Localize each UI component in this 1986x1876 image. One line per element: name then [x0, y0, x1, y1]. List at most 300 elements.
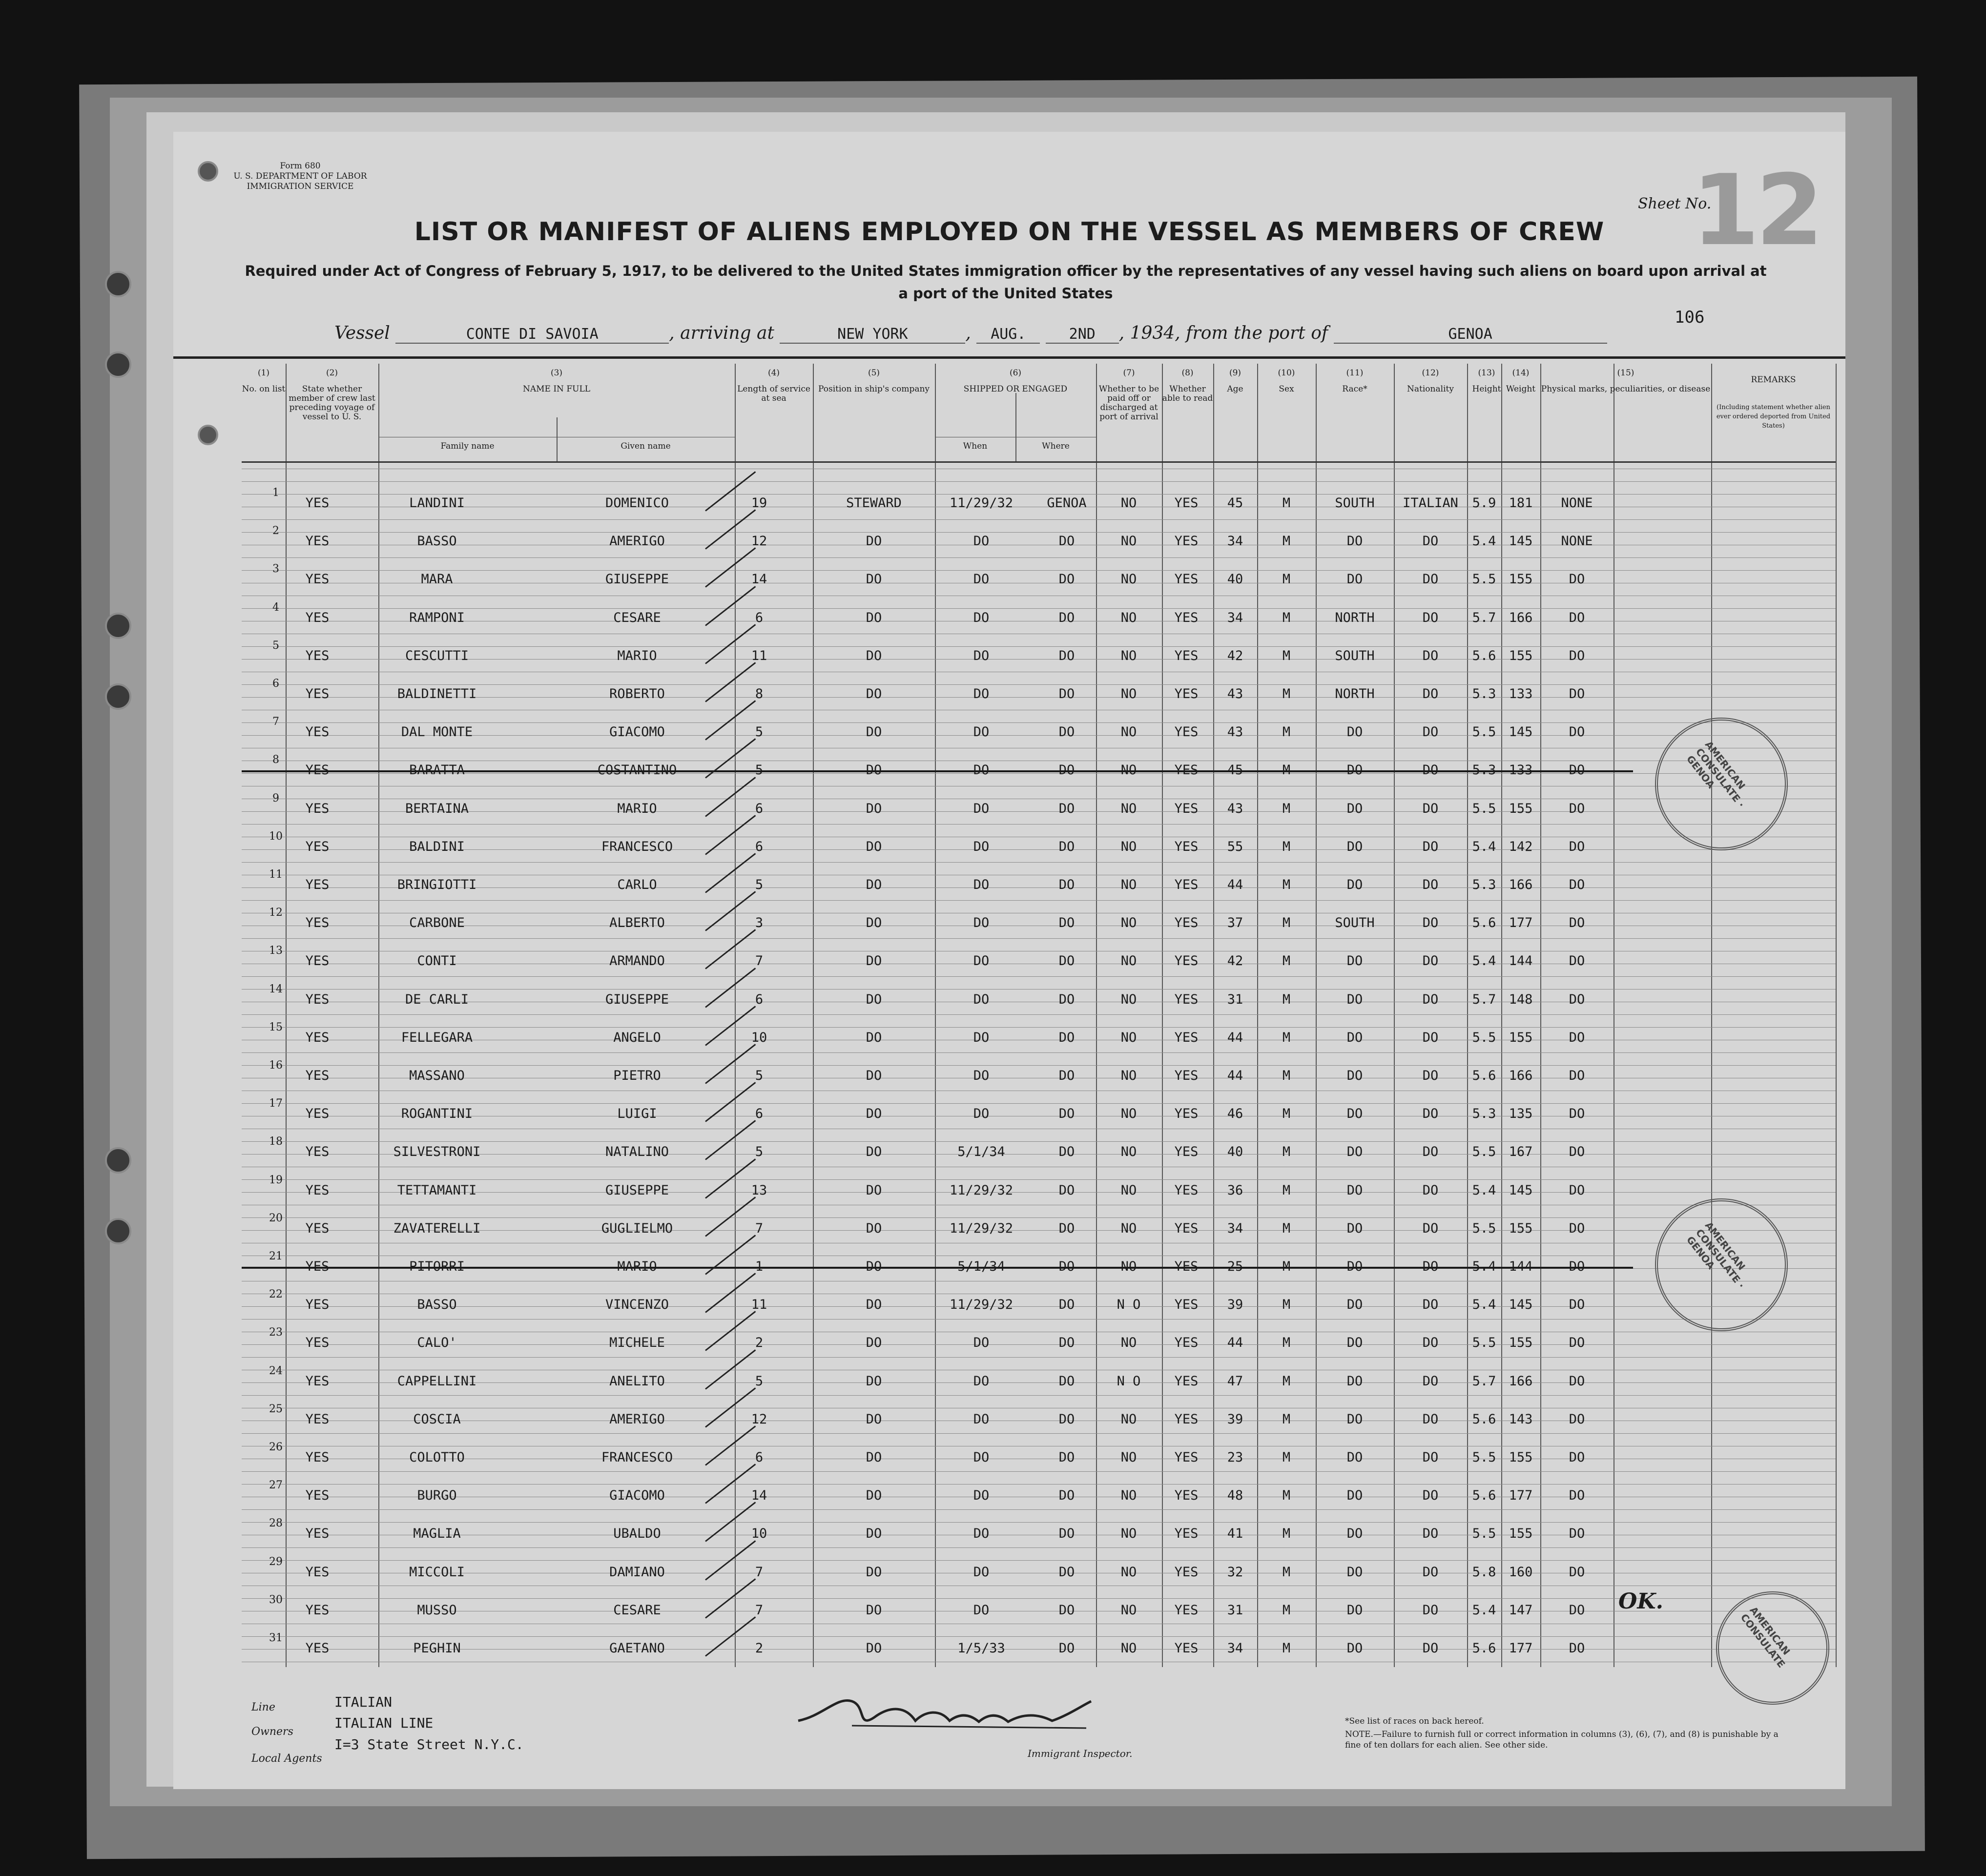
ruled-line — [242, 684, 1836, 685]
cell-paid: NO — [1120, 1220, 1137, 1236]
cell-paid: NO — [1120, 801, 1137, 816]
cell-sex: M — [1282, 1335, 1291, 1351]
cell-where: DO — [1058, 953, 1075, 969]
cell-prev: YES — [305, 534, 330, 549]
cell-no: 20 — [269, 1212, 283, 1224]
cell-given: LUIGI — [617, 1106, 657, 1122]
consulate-stamp: AMERICAN CONSULATE · GENOA — [1655, 718, 1788, 850]
cell-given: AMERIGO — [609, 534, 665, 549]
race-note: *See list of races on back hereof. — [1345, 1716, 1484, 1726]
cell-nationality: DO — [1422, 1335, 1439, 1351]
cell-sex: M — [1282, 953, 1291, 969]
cell-when: DO — [973, 953, 990, 969]
consulate-stamp: AMERICAN CONSULATE · GENOA — [1655, 1198, 1788, 1331]
cell-age: 23 — [1227, 1450, 1243, 1465]
cell-when: DO — [973, 1373, 990, 1389]
cell-service: 5 — [755, 1373, 764, 1389]
cell-given: GIACOMO — [609, 1488, 665, 1504]
cell-position: DO — [866, 1182, 882, 1198]
cell-age: 41 — [1227, 1526, 1243, 1542]
cell-service: 13 — [751, 1182, 767, 1198]
service-name: IMMIGRATION SERVICE — [247, 182, 354, 191]
cell-marks: NONE — [1561, 495, 1593, 511]
cell-weight: 144 — [1509, 1259, 1533, 1274]
department-name: U. S. DEPARTMENT OF LABOR — [233, 171, 367, 181]
cell-height: 5.4 — [1472, 1259, 1496, 1274]
ruled-line — [242, 1471, 1836, 1472]
cell-no: 23 — [269, 1326, 283, 1339]
cell-given: DOMENICO — [605, 495, 669, 511]
ruled-line — [242, 1598, 1836, 1599]
cell-height: 5.7 — [1472, 991, 1496, 1007]
cell-given: GUGLIELMO — [601, 1220, 673, 1236]
column-header — [1213, 369, 1257, 394]
cell-when: DO — [973, 572, 990, 587]
cell-given: CARLO — [617, 877, 657, 892]
cell-when: DO — [973, 915, 990, 931]
cell-sex: M — [1282, 1182, 1291, 1198]
cell-sex: M — [1282, 1488, 1291, 1504]
cell-position: DO — [866, 1641, 882, 1656]
cell-no: 14 — [269, 983, 283, 995]
column-label: Weight — [1506, 384, 1536, 394]
cell-race: DO — [1346, 763, 1363, 778]
cell-when: DO — [973, 1411, 990, 1427]
cell-race: SOUTH — [1335, 915, 1375, 931]
header-rule — [242, 461, 1836, 463]
cell-weight: 155 — [1509, 648, 1533, 663]
cell-when: 5/1/34 — [957, 1259, 1005, 1274]
cell-age: 44 — [1227, 877, 1243, 892]
cell-service: 7 — [755, 1602, 764, 1618]
cell-age: 34 — [1227, 1641, 1243, 1656]
ruled-line — [242, 481, 1836, 482]
cell-where: DO — [1058, 1602, 1075, 1618]
cell-family: TETTAMANTI — [397, 1182, 477, 1198]
cell-where: DO — [1058, 648, 1075, 663]
cell-nationality: DO — [1422, 1030, 1439, 1045]
cell-no: 22 — [269, 1288, 283, 1301]
ruled-line — [242, 519, 1836, 520]
cell-sex: M — [1282, 1411, 1291, 1427]
cell-position: DO — [866, 801, 882, 816]
cell-family: BASSO — [417, 534, 457, 549]
cell-nationality: DO — [1422, 1641, 1439, 1656]
cell-race: DO — [1346, 1526, 1363, 1542]
cell-read: YES — [1174, 1641, 1199, 1656]
cell-where: DO — [1058, 1068, 1075, 1083]
cell-race: DO — [1346, 1450, 1363, 1465]
cell-weight: 133 — [1509, 686, 1533, 701]
ruled-line — [242, 1357, 1836, 1358]
cell-no: 19 — [269, 1174, 283, 1186]
cell-age: 39 — [1227, 1411, 1243, 1427]
cell-service: 19 — [751, 495, 767, 511]
cell-read: YES — [1174, 991, 1199, 1007]
binder-hole — [105, 271, 131, 297]
cell-paid: NO — [1120, 1411, 1137, 1427]
cell-given: ANGELO — [613, 1030, 661, 1045]
cell-when: DO — [973, 1450, 990, 1465]
ruled-line — [242, 1522, 1836, 1523]
cell-weight: 166 — [1509, 877, 1533, 892]
cell-position: DO — [866, 1259, 882, 1274]
cell-height: 5.4 — [1472, 1602, 1496, 1618]
cell-when: 5/1/34 — [957, 1144, 1005, 1160]
cell-no: 24 — [269, 1364, 283, 1377]
cell-weight: 155 — [1509, 1030, 1533, 1045]
cell-no: 10 — [269, 830, 283, 843]
cell-read: YES — [1174, 495, 1199, 511]
cell-position: DO — [866, 648, 882, 663]
cell-age: 43 — [1227, 801, 1243, 816]
cell-marks: DO — [1569, 1182, 1585, 1198]
cell-given: GIUSEPPE — [605, 991, 669, 1007]
cell-nationality: DO — [1422, 686, 1439, 701]
cell-marks: DO — [1569, 1450, 1585, 1465]
cell-height: 5.5 — [1472, 1030, 1496, 1045]
cell-nationality: DO — [1422, 572, 1439, 587]
cell-sex: M — [1282, 763, 1291, 778]
cell-given: UBALDO — [613, 1526, 661, 1542]
cell-when: 11/29/32 — [949, 495, 1014, 511]
cell-weight: 148 — [1509, 991, 1533, 1007]
cell-position: DO — [866, 915, 882, 931]
cell-marks: DO — [1569, 1411, 1585, 1427]
cell-height: 5.9 — [1472, 495, 1496, 511]
binder-hole — [198, 425, 218, 445]
cell-weight: 181 — [1509, 495, 1533, 511]
cell-when: DO — [973, 1602, 990, 1618]
cell-age: 40 — [1227, 572, 1243, 587]
ruled-line — [242, 494, 1836, 495]
cell-no: 25 — [269, 1402, 283, 1415]
column-header — [1316, 369, 1394, 394]
cell-no: 29 — [269, 1555, 283, 1568]
cell-prev: YES — [305, 1106, 330, 1122]
cell-family: MICCOLI — [409, 1564, 465, 1580]
divider — [173, 356, 1845, 359]
cell-position: DO — [866, 724, 882, 740]
cell-no: 27 — [269, 1479, 283, 1492]
column-header — [1096, 369, 1162, 422]
cell-sex: M — [1282, 1602, 1291, 1618]
cell-race: DO — [1346, 572, 1363, 587]
cell-marks: DO — [1569, 1602, 1585, 1618]
cell-given: ANELITO — [609, 1373, 665, 1389]
cell-height: 5.5 — [1472, 572, 1496, 587]
cell-no: 3 — [272, 563, 279, 576]
form-header — [222, 161, 378, 192]
column-header — [1162, 369, 1213, 403]
cell-given: ALBERTO — [609, 915, 665, 931]
column-number: (5) — [868, 368, 880, 378]
ruled-line — [242, 1052, 1836, 1053]
cell-nationality: DO — [1422, 1564, 1439, 1580]
cell-age: 34 — [1227, 610, 1243, 625]
column-header — [1394, 369, 1467, 394]
cell-prev: YES — [305, 1564, 330, 1580]
cell-read: YES — [1174, 1030, 1199, 1045]
cell-race: DO — [1346, 839, 1363, 854]
cell-when: DO — [973, 763, 990, 778]
cell-race: DO — [1346, 724, 1363, 740]
cell-service: 11 — [751, 1297, 767, 1313]
cell-given: PIETRO — [613, 1068, 661, 1083]
cell-where: DO — [1058, 534, 1075, 549]
cell-paid: N O — [1117, 1297, 1141, 1313]
cell-service: 5 — [755, 1144, 764, 1160]
column-number: (10) — [1278, 368, 1295, 378]
cell-weight: 160 — [1509, 1564, 1533, 1580]
cell-age: 42 — [1227, 953, 1243, 969]
cell-family: SILVESTRONI — [393, 1144, 481, 1160]
cell-race: DO — [1346, 1106, 1363, 1122]
column-label: Age — [1227, 384, 1243, 394]
year-prefix: , 19 — [1118, 323, 1153, 343]
column-subheader: Given name — [621, 441, 671, 451]
cell-service: 12 — [751, 1411, 767, 1427]
cell-age: 44 — [1227, 1030, 1243, 1045]
cell-given: FRANCESCO — [601, 1450, 673, 1465]
ruled-line — [242, 1636, 1836, 1637]
cell-when: DO — [973, 1488, 990, 1504]
inspector-signature — [793, 1687, 1096, 1740]
cell-age: 31 — [1227, 1602, 1243, 1618]
cell-height: 5.7 — [1472, 610, 1496, 625]
cell-family: PEGHIN — [413, 1641, 461, 1656]
column-subheader: (Including statement whether alien ever ordered deported from United States) — [1716, 404, 1831, 430]
cell-prev: YES — [305, 686, 330, 701]
cell-family: BALDINI — [409, 839, 465, 854]
cell-height: 5.6 — [1472, 1411, 1496, 1427]
column-number: (1) — [257, 368, 270, 378]
cell-where: DO — [1058, 801, 1075, 816]
cell-where: DO — [1058, 1335, 1075, 1351]
cell-age: 55 — [1227, 839, 1243, 854]
cell-service: 5 — [755, 877, 764, 892]
ruled-line — [242, 1141, 1836, 1142]
cell-where: DO — [1058, 610, 1075, 625]
binder-hole — [105, 351, 131, 378]
cell-weight: 155 — [1509, 1450, 1533, 1465]
cell-paid: NO — [1120, 1450, 1137, 1465]
cell-service: 6 — [755, 991, 764, 1007]
cell-no: 5 — [272, 639, 279, 652]
column-header — [1711, 369, 1836, 385]
cell-given: CESARE — [613, 610, 661, 625]
cell-service: 6 — [755, 1106, 764, 1122]
cell-race: DO — [1346, 1373, 1363, 1389]
column-header — [935, 369, 1096, 394]
inspector-caption: Immigrant Inspector. — [1028, 1748, 1133, 1759]
cell-sex: M — [1282, 1526, 1291, 1542]
page-subtitle: Required under Act of Congress of February 5, 1917, to be delivered to the United States immigration officer by the representatives of any vessel having such aliens on board upon arrival at a port of the United States — [245, 263, 1767, 302]
cell-family: BURGO — [417, 1488, 457, 1504]
cell-where: GENOA — [1047, 495, 1087, 511]
sheet-number-label: Sheet No. — [1638, 195, 1712, 212]
cell-read: YES — [1174, 1602, 1199, 1618]
column-label: REMARKS — [1751, 375, 1796, 385]
cell-position: DO — [866, 1526, 882, 1542]
cell-race: DO — [1346, 1564, 1363, 1580]
cell-when: DO — [973, 1106, 990, 1122]
cell-marks: DO — [1569, 648, 1585, 663]
cell-race: DO — [1346, 1335, 1363, 1351]
cell-paid: NO — [1120, 877, 1137, 892]
cell-prev: YES — [305, 991, 330, 1007]
cell-where: DO — [1058, 1144, 1075, 1160]
cell-no: 18 — [269, 1135, 283, 1148]
cell-race: DO — [1346, 1259, 1363, 1274]
cell-marks: DO — [1569, 839, 1585, 854]
cell-marks: DO — [1569, 1488, 1585, 1504]
cell-height: 5.6 — [1472, 915, 1496, 931]
cell-height: 5.6 — [1472, 1068, 1496, 1083]
cell-when: 11/29/32 — [949, 1220, 1014, 1236]
cell-race: DO — [1346, 1220, 1363, 1236]
cell-age: 47 — [1227, 1373, 1243, 1389]
cell-nationality: DO — [1422, 991, 1439, 1007]
cell-no: 26 — [269, 1441, 283, 1453]
cell-sex: M — [1282, 1259, 1291, 1274]
binder-hole — [105, 613, 131, 639]
owners-label: Owners — [251, 1726, 293, 1738]
column-header — [735, 369, 813, 403]
ruled-line — [242, 1065, 1836, 1066]
cell-prev: YES — [305, 495, 330, 511]
cell-no: 1 — [272, 487, 279, 499]
arrival-day: 2ND — [1046, 326, 1119, 344]
cell-no: 21 — [269, 1250, 283, 1262]
cell-sex: M — [1282, 572, 1291, 587]
cell-paid: NO — [1120, 839, 1137, 854]
cell-paid: NO — [1120, 1526, 1137, 1542]
cell-nationality: DO — [1422, 648, 1439, 663]
cell-height: 5.5 — [1472, 1335, 1496, 1351]
cell-given: GIUSEPPE — [605, 1182, 669, 1198]
ruled-line — [242, 1509, 1836, 1510]
cell-sex: M — [1282, 1641, 1291, 1656]
cell-sex: M — [1282, 1450, 1291, 1465]
cell-height: 5.5 — [1472, 1450, 1496, 1465]
cell-position: DO — [866, 877, 882, 892]
cell-read: YES — [1174, 1450, 1199, 1465]
cell-no: 17 — [269, 1097, 283, 1110]
cell-age: 46 — [1227, 1106, 1243, 1122]
cell-nationality: ITALIAN — [1403, 495, 1458, 511]
cell-prev: YES — [305, 1411, 330, 1427]
cell-marks: DO — [1569, 1641, 1585, 1656]
cell-read: YES — [1174, 1220, 1199, 1236]
cell-when: DO — [973, 1335, 990, 1351]
ruled-line — [242, 1395, 1836, 1396]
penalty-note: NOTE.—Failure to furnish full or correct information in columns (3), (6), (7), and (8) is punishable by a fine of ten dollars for each alien. See other side. — [1345, 1730, 1779, 1750]
cell-nationality: DO — [1422, 1068, 1439, 1083]
cell-race: DO — [1346, 801, 1363, 816]
ruled-line — [242, 938, 1836, 939]
cell-service: 10 — [751, 1526, 767, 1542]
cell-paid: NO — [1120, 1564, 1137, 1580]
cell-marks: DO — [1569, 953, 1585, 969]
cell-race: DO — [1346, 1411, 1363, 1427]
cell-height: 5.3 — [1472, 763, 1496, 778]
ruled-line — [242, 1014, 1836, 1015]
cell-given: FRANCESCO — [601, 839, 673, 854]
cell-family: DE CARLI — [405, 991, 469, 1007]
cell-paid: NO — [1120, 991, 1137, 1007]
cell-paid: NO — [1120, 495, 1137, 511]
cell-nationality: DO — [1422, 1220, 1439, 1236]
column-header — [378, 369, 735, 394]
cell-read: YES — [1174, 1297, 1199, 1313]
column-label: Physical marks, peculiarities, or disease — [1541, 384, 1711, 394]
cell-weight: 177 — [1509, 1488, 1533, 1504]
cell-marks: DO — [1569, 572, 1585, 587]
cell-prev: YES — [305, 1488, 330, 1504]
cell-weight: 167 — [1509, 1144, 1533, 1160]
cell-position: DO — [866, 686, 882, 701]
cell-race: NORTH — [1335, 686, 1375, 701]
cell-family: RAMPONI — [409, 610, 465, 625]
cell-age: 36 — [1227, 1182, 1243, 1198]
cell-when: DO — [973, 839, 990, 854]
ruled-line — [242, 1560, 1836, 1561]
cell-family: DAL MONTE — [401, 724, 473, 740]
cell-weight: 166 — [1509, 1373, 1533, 1389]
cell-prev: YES — [305, 1373, 330, 1389]
cell-paid: NO — [1120, 534, 1137, 549]
cell-family: CONTI — [417, 953, 457, 969]
cell-family: CALO' — [417, 1335, 457, 1351]
cell-given: MARIO — [617, 801, 657, 816]
cell-paid: NO — [1120, 953, 1137, 969]
cell-family: BERTAINA — [405, 801, 469, 816]
cell-no: 31 — [269, 1632, 283, 1644]
ruled-line — [242, 1547, 1836, 1548]
cell-given: ARMANDO — [609, 953, 665, 969]
ruled-line — [242, 1217, 1836, 1218]
cell-age: 43 — [1227, 686, 1243, 701]
cell-where: DO — [1058, 1220, 1075, 1236]
cell-service: 11 — [751, 648, 767, 663]
cell-when: DO — [973, 801, 990, 816]
cell-when: 11/29/32 — [949, 1182, 1014, 1198]
form-number: Form 680 — [280, 161, 321, 171]
cell-age: 40 — [1227, 1144, 1243, 1160]
cell-service: 14 — [751, 1488, 767, 1504]
cell-position: DO — [866, 1450, 882, 1465]
cell-nationality: DO — [1422, 1182, 1439, 1198]
cell-nationality: DO — [1422, 1450, 1439, 1465]
cell-race: DO — [1346, 877, 1363, 892]
cell-read: YES — [1174, 1373, 1199, 1389]
cell-when: DO — [973, 991, 990, 1007]
column-header — [242, 369, 286, 394]
cell-nationality: DO — [1422, 1373, 1439, 1389]
cell-position: DO — [866, 1220, 882, 1236]
page-title: LIST OR MANIFEST OF ALIENS EMPLOYED ON THE VESSEL AS MEMBERS OF CREW — [414, 217, 1605, 247]
binder-hole — [105, 1147, 131, 1174]
cell-given: NATALINO — [605, 1144, 669, 1160]
cell-no: 30 — [269, 1593, 283, 1606]
binder-hole — [198, 161, 218, 182]
cell-age: 44 — [1227, 1335, 1243, 1351]
column-label: Race* — [1342, 384, 1367, 394]
cell-race: DO — [1346, 534, 1363, 549]
cell-position: DO — [866, 610, 882, 625]
cell-marks: DO — [1569, 763, 1585, 778]
